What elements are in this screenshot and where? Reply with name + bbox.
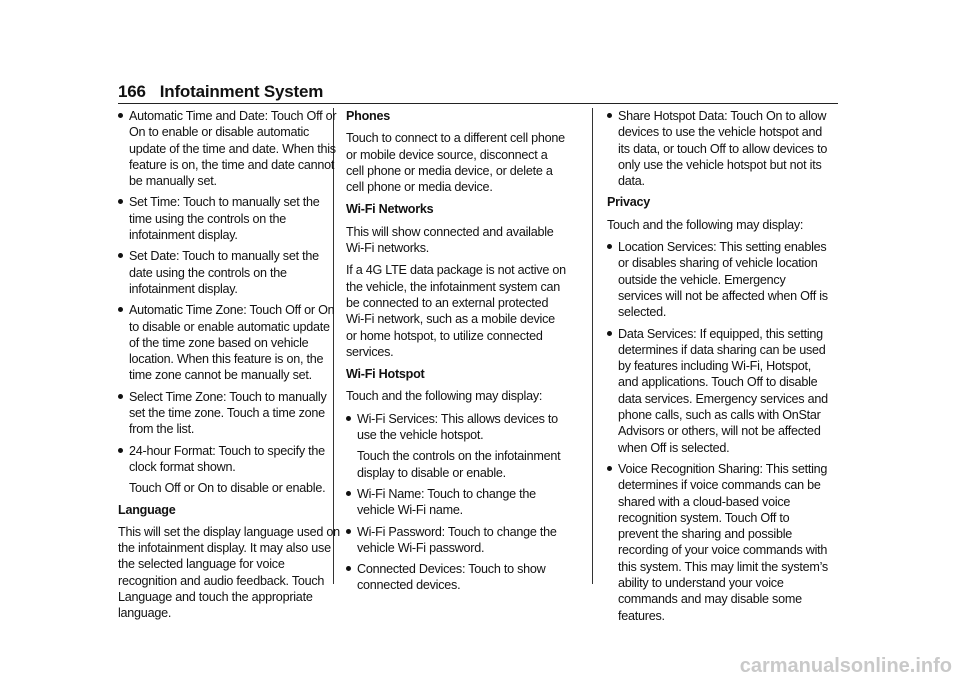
wifi-networks-text-2: If a 4G LTE data package is not active on the vehicle, the infotainment system can be connected to an external protected Wi-Fi network, such as a mobile device or home hotspot, to utilize connected services. xyxy=(346,263,566,359)
wifi-hotspot-heading: Wi-Fi Hotspot xyxy=(346,367,425,382)
bullet-icon xyxy=(118,307,123,312)
list-item: Automatic Time Zone: Touch Off or On to disable or enable automatic update of the time zone based on vehicle location. When this feature is on, the time zone cannot be manually set. xyxy=(118,302,340,383)
services-sub-text: Touch the controls on the infotainment display to disable or enable. xyxy=(357,449,561,480)
list-item: Wi-Fi Services: This allows devices to use the vehicle hotspot. xyxy=(346,411,568,444)
bullet-icon xyxy=(118,113,123,118)
section-title: Infotainment System xyxy=(159,82,324,101)
language-heading: Language xyxy=(118,502,176,517)
bullet-icon xyxy=(118,448,123,453)
column-divider-2 xyxy=(592,108,593,584)
list-item: Voice Recognition Sharing: This setting determines if voice commands can be shared with a cloud-based voice recognition system. Touch Off to prevent the sharing and possible recording of your voice commands with this system. This may limit the system’s ability to understand your voice commands and may disable some features. xyxy=(607,461,829,624)
bullet-icon xyxy=(607,244,612,249)
list-item: Set Time: Touch to manually set the time using the controls on the infotainment display. xyxy=(118,194,340,243)
privacy-intro: Touch and the following may display: xyxy=(607,217,804,232)
bullet-icon xyxy=(118,253,123,258)
list-item: Connected Devices: Touch to show connected devices. xyxy=(346,561,568,594)
page-number: 166 xyxy=(118,82,146,101)
wifi-hotspot-intro: Touch and the following may display: xyxy=(346,389,543,404)
watermark: carmanualsonline.info xyxy=(739,655,952,677)
column-2 xyxy=(346,108,568,599)
list-item: Wi-Fi Password: Touch to change the vehicle Wi-Fi password. xyxy=(346,524,568,557)
list-item: 24-hour Format: Touch to specify the clock format shown. xyxy=(118,443,340,476)
phones-heading: Phones xyxy=(346,109,390,123)
wifi-networks-text: This will show connected and available Wi-Fi networks. xyxy=(346,224,554,256)
bullet-icon xyxy=(346,491,351,496)
list-item: Wi-Fi Name: Touch to change the vehicle Wi-Fi name. xyxy=(346,486,568,519)
list-item: Select Time Zone: Touch to manually set the time zone. Touch a time zone from the list. xyxy=(118,389,340,438)
list-item: Set Date: Touch to manually set the date using the controls on the infotainment display. xyxy=(118,248,340,297)
privacy-heading: Privacy xyxy=(607,195,651,210)
phones-text: Touch to connect to a different cell phone or mobile device source, disconnect a cell phone or media device, or delete a cell phone or media device. xyxy=(346,131,565,195)
bullet-icon xyxy=(118,199,123,204)
list-item: Automatic Time and Date: Touch Off or On to enable or disable automatic update of the time and date. When this feature is on, the time and date cannot be manually set. xyxy=(118,108,340,189)
bullet-icon xyxy=(346,529,351,534)
header-divider xyxy=(118,103,838,104)
list-item: Share Hotspot Data: Touch On to allow devices to use the vehicle hotspot and its data, or touch Off to allow devices to only use the vehicle hotspot but not its data. xyxy=(607,108,829,189)
bullet-icon xyxy=(607,113,612,118)
bullet-icon xyxy=(346,416,351,421)
bullet-icon xyxy=(118,394,123,399)
column-1 xyxy=(118,108,340,628)
column-3 xyxy=(607,108,829,629)
wifi-networks-heading: Wi-Fi Networks xyxy=(346,202,434,217)
list-item: Data Services: If equipped, this setting determines if data sharing can be used by features including Wi-Fi, Hotspot, and applications. Touch Off to disable data services. Emergency services and phone calls, such as calls with OnStar Advisors or others, will not be affected when Off is selected. xyxy=(607,326,829,456)
bullet-icon xyxy=(607,331,612,336)
page-header xyxy=(118,82,838,104)
language-text: This will set the display language used on the infotainment display. It may also use the selected language for voice recognition and audio feedback. Touch Language and touch the appropriate language. xyxy=(118,524,340,621)
bullet-icon xyxy=(346,566,351,571)
bullet-icon xyxy=(607,466,612,471)
format-sub-text: Touch Off or On to disable or enable. xyxy=(129,481,326,496)
list-item: Location Services: This setting enables or disables sharing of vehicle location outside the vehicle. Emergency services will not be affected when Off is selected. xyxy=(607,239,829,320)
